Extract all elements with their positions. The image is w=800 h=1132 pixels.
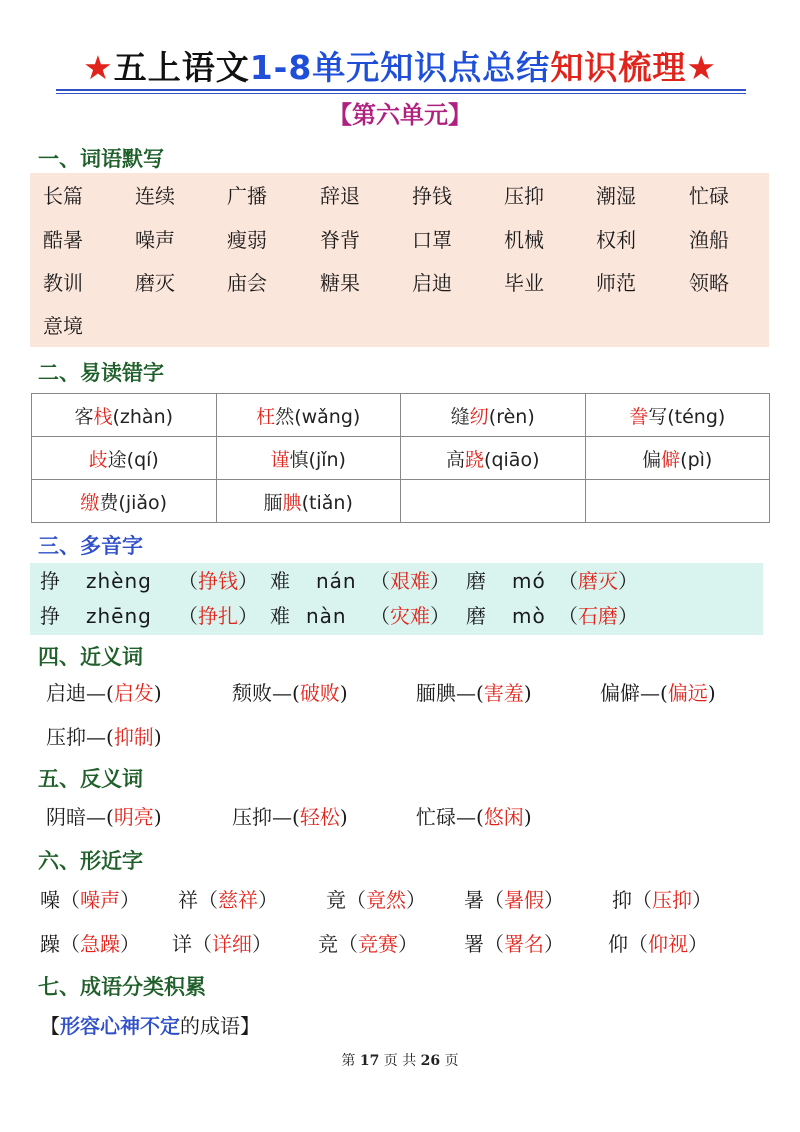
misread-cell-empty <box>401 480 586 523</box>
vocab-word: 启迪 <box>412 271 452 295</box>
misread-cell: 偏僻(pì) <box>585 437 770 480</box>
misread-cell: 腼腆(tiǎn) <box>216 480 401 523</box>
synonym-pair: 压抑—(抑制) <box>46 725 162 749</box>
similar-char-item: 躁（急躁） <box>40 932 140 956</box>
unit-label: 【第六单元】 <box>328 100 472 129</box>
misread-cell: 缴费(jiǎo) <box>32 480 217 523</box>
similar-char-item: 暑（暑假） <box>464 888 564 912</box>
section-heading-antonyms: 五、反义词 <box>38 766 143 791</box>
similar-char-item: 祥（慈祥） <box>178 888 278 912</box>
polyphone-word: （挣钱） <box>178 569 258 593</box>
vocab-word: 庙会 <box>227 271 267 295</box>
vocab-word: 噪声 <box>135 228 175 252</box>
vocab-word: 潮湿 <box>596 184 636 208</box>
title-underline <box>56 89 746 91</box>
vocab-word: 广播 <box>227 184 267 208</box>
polyphone-pinyin: zhèng <box>86 569 152 593</box>
vocab-word: 意境 <box>43 314 83 338</box>
misread-cell: 枉然(wǎng) <box>216 394 401 437</box>
vocab-word: 口罩 <box>412 228 452 252</box>
synonym-pair: 颓败—(破败) <box>232 681 348 705</box>
section-heading-similar-chars: 六、形近字 <box>38 848 143 873</box>
polyphone-char: 难 <box>270 604 290 628</box>
polyphone-word: （挣扎） <box>178 604 258 628</box>
vocab-word: 长篇 <box>43 184 83 208</box>
polyphone-word: （磨灭） <box>558 569 638 593</box>
polyphone-pinyin: nán <box>316 569 357 593</box>
polyphone-char: 挣 <box>40 569 60 593</box>
similar-char-item: 详（详细） <box>172 932 272 956</box>
vocab-word: 瘦弱 <box>227 228 267 252</box>
polyphone-word: （石磨） <box>558 604 638 628</box>
title-part-1: 五上语文 <box>113 48 250 87</box>
idiom-category-label: 【形容心神不定的成语】 <box>40 1014 260 1038</box>
polyphone-word: （灾难） <box>370 604 450 628</box>
polyphone-char: 磨 <box>466 569 486 593</box>
title-part-2: 1-8单元知识点总结 <box>249 48 551 87</box>
section-heading-synonyms: 四、近义词 <box>38 644 143 669</box>
synonym-pair: 腼腆—(害羞) <box>416 681 532 705</box>
synonym-pair: 启迪—(启发) <box>46 681 162 705</box>
similar-char-item: 抑（压抑） <box>612 888 712 912</box>
vocab-word: 磨灭 <box>135 271 175 295</box>
vocab-word: 师范 <box>596 271 636 295</box>
title-part-3: 知识梳理 <box>550 48 687 87</box>
vocab-word: 糖果 <box>320 271 360 295</box>
vocab-word: 酷暑 <box>43 228 83 252</box>
polyphone-pinyin: mó <box>512 569 546 593</box>
misread-cell: 高跷(qiāo) <box>401 437 586 480</box>
vocab-word: 连续 <box>135 184 175 208</box>
misread-cell: 缝纫(rèn) <box>401 394 586 437</box>
vocab-word: 压抑 <box>504 184 544 208</box>
similar-char-item: 噪（噪声） <box>40 888 140 912</box>
vocab-panel <box>30 173 769 347</box>
polyphone-char: 挣 <box>40 604 60 628</box>
title-underline <box>56 93 746 94</box>
star-icon: ★ <box>83 48 114 87</box>
vocab-word: 机械 <box>504 228 544 252</box>
vocab-word: 领略 <box>689 271 729 295</box>
page-number: 第 17 页 共 26 页 <box>341 1053 459 1069</box>
section-heading-polyphones: 三、多音字 <box>38 533 143 558</box>
vocab-word: 权利 <box>596 228 636 252</box>
polyphone-char: 磨 <box>466 604 486 628</box>
vocab-word: 辞退 <box>320 184 360 208</box>
similar-char-item: 仰（仰视） <box>608 932 708 956</box>
similar-char-item: 竟（竟然） <box>326 888 426 912</box>
vocab-word: 教训 <box>43 271 83 295</box>
vocab-word: 挣钱 <box>412 184 452 208</box>
similar-char-item: 署（署名） <box>464 932 564 956</box>
misread-cell: 歧途(qí) <box>32 437 217 480</box>
misread-cell-empty <box>585 480 770 523</box>
vocab-word: 渔船 <box>689 228 729 252</box>
section-heading-vocab: 一、词语默写 <box>38 146 164 171</box>
misread-cell: 誊写(téng) <box>585 394 770 437</box>
vocab-word: 忙碌 <box>689 184 729 208</box>
misread-cell: 客栈(zhàn) <box>32 394 217 437</box>
star-icon: ★ <box>686 48 717 87</box>
polyphone-pinyin: nàn <box>306 604 347 628</box>
section-heading-idioms: 七、成语分类积累 <box>38 974 206 999</box>
antonym-pair: 阴暗—(明亮) <box>46 805 162 829</box>
polyphone-word: （艰难） <box>370 569 450 593</box>
section-heading-misread: 二、易读错字 <box>38 360 164 385</box>
antonym-pair: 压抑—(轻松) <box>232 805 348 829</box>
antonym-pair: 忙碌—(悠闲) <box>416 805 532 829</box>
synonym-pair: 偏僻—(偏远) <box>600 681 716 705</box>
similar-char-item: 竞（竞赛） <box>318 932 418 956</box>
misread-table <box>31 393 770 523</box>
misread-cell: 谨慎(jǐn) <box>216 437 401 480</box>
polyphone-pinyin: mò <box>512 604 546 628</box>
vocab-word: 毕业 <box>504 271 544 295</box>
polyphone-pinyin: zhēng <box>86 604 152 628</box>
page-title <box>0 46 800 90</box>
polyphone-char: 难 <box>270 569 290 593</box>
vocab-word: 脊背 <box>320 228 360 252</box>
